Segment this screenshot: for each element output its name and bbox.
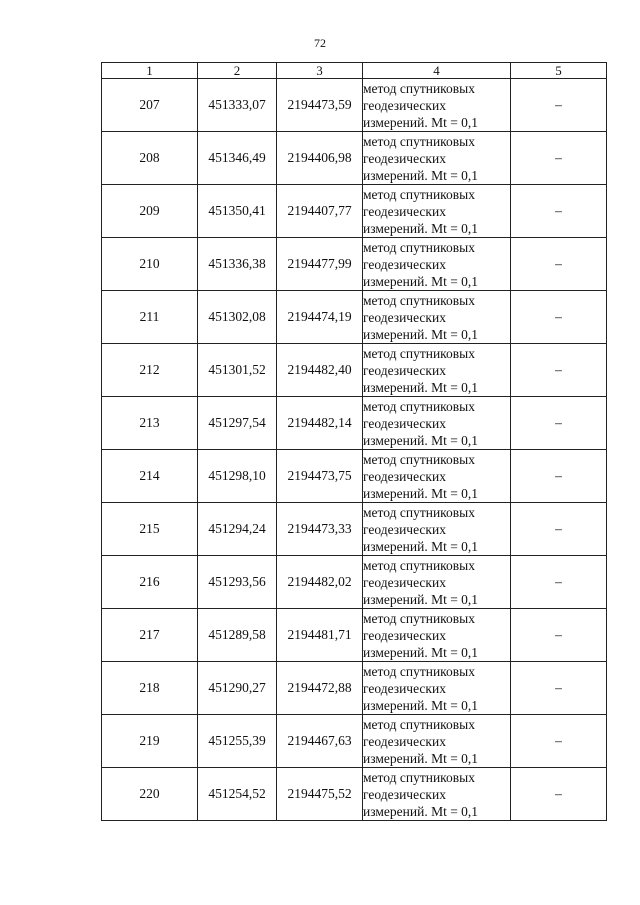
point-number-cell: 208 [102, 132, 198, 185]
method-line: метод спутниковых [363, 663, 475, 679]
method-line: измерений. Mt = 0,1 [363, 803, 479, 819]
method-line: метод спутниковых [363, 345, 475, 361]
column-header: 1 [102, 63, 198, 79]
method-cell [363, 503, 511, 556]
note-cell: – [511, 185, 607, 238]
y-coordinate-cell: 2194406,98 [277, 132, 363, 185]
method-cell [363, 132, 511, 185]
method-line: метод спутниковых [363, 716, 475, 732]
method-line: метод спутниковых [363, 239, 475, 255]
method-line: метод спутниковых [363, 451, 475, 467]
method-line: измерений. Mt = 0,1 [363, 326, 479, 342]
note-cell: – [511, 291, 607, 344]
method-line: геодезических [363, 256, 446, 272]
table-row [102, 344, 607, 397]
method-line: геодезических [363, 574, 446, 590]
point-number-cell: 213 [102, 397, 198, 450]
point-number-cell: 216 [102, 556, 198, 609]
table-row [102, 238, 607, 291]
note-cell: – [511, 503, 607, 556]
x-coordinate-cell: 451298,10 [198, 450, 277, 503]
note-cell: – [511, 662, 607, 715]
method-cell [363, 344, 511, 397]
point-number-cell: 210 [102, 238, 198, 291]
table-row [102, 79, 607, 132]
column-header: 3 [277, 63, 363, 79]
y-coordinate-cell: 2194473,75 [277, 450, 363, 503]
y-coordinate-cell: 2194472,88 [277, 662, 363, 715]
page-number: 72 [314, 36, 326, 50]
note-cell: – [511, 609, 607, 662]
table-row [102, 768, 607, 821]
table-row [102, 662, 607, 715]
method-line: геодезических [363, 627, 446, 643]
method-line: метод спутниковых [363, 769, 475, 785]
method-line: геодезических [363, 415, 446, 431]
note-cell: – [511, 79, 607, 132]
table-header-row [102, 63, 607, 79]
x-coordinate-cell: 451297,54 [198, 397, 277, 450]
table-row [102, 397, 607, 450]
method-line: геодезических [363, 786, 446, 802]
y-coordinate-cell: 2194474,19 [277, 291, 363, 344]
x-coordinate-cell: 451294,24 [198, 503, 277, 556]
y-coordinate-cell: 2194475,52 [277, 768, 363, 821]
method-cell [363, 238, 511, 291]
note-cell: – [511, 397, 607, 450]
table-row [102, 715, 607, 768]
method-line: метод спутниковых [363, 504, 475, 520]
method-cell [363, 291, 511, 344]
table-body [102, 79, 607, 821]
x-coordinate-cell: 451301,52 [198, 344, 277, 397]
x-coordinate-cell: 451346,49 [198, 132, 277, 185]
point-number-cell: 211 [102, 291, 198, 344]
point-number-cell: 217 [102, 609, 198, 662]
x-coordinate-cell: 451336,38 [198, 238, 277, 291]
method-line: метод спутниковых [363, 292, 475, 308]
y-coordinate-cell: 2194467,63 [277, 715, 363, 768]
method-line: метод спутниковых [363, 398, 475, 414]
method-line: метод спутниковых [363, 610, 475, 626]
y-coordinate-cell: 2194477,99 [277, 238, 363, 291]
method-line: измерений. Mt = 0,1 [363, 538, 479, 554]
note-cell: – [511, 556, 607, 609]
coordinates-table [101, 62, 607, 821]
method-cell [363, 715, 511, 768]
point-number-cell: 207 [102, 79, 198, 132]
x-coordinate-cell: 451293,56 [198, 556, 277, 609]
x-coordinate-cell: 451255,39 [198, 715, 277, 768]
note-cell: – [511, 450, 607, 503]
y-coordinate-cell: 2194482,40 [277, 344, 363, 397]
note-cell: – [511, 132, 607, 185]
method-line: геодезических [363, 309, 446, 325]
point-number-cell: 218 [102, 662, 198, 715]
x-coordinate-cell: 451350,41 [198, 185, 277, 238]
method-line: измерений. Mt = 0,1 [363, 432, 479, 448]
column-header: 4 [363, 63, 511, 79]
method-line: измерений. Mt = 0,1 [363, 485, 479, 501]
method-line: геодезических [363, 680, 446, 696]
method-line: измерений. Mt = 0,1 [363, 167, 479, 183]
note-cell: – [511, 715, 607, 768]
method-line: метод спутниковых [363, 133, 475, 149]
method-line: геодезических [363, 733, 446, 749]
method-line: геодезических [363, 362, 446, 378]
method-line: геодезических [363, 150, 446, 166]
method-line: метод спутниковых [363, 557, 475, 573]
table-row [102, 450, 607, 503]
method-cell [363, 556, 511, 609]
method-line: геодезических [363, 521, 446, 537]
point-number-cell: 212 [102, 344, 198, 397]
y-coordinate-cell: 2194481,71 [277, 609, 363, 662]
point-number-cell: 209 [102, 185, 198, 238]
x-coordinate-cell: 451333,07 [198, 79, 277, 132]
point-number-cell: 214 [102, 450, 198, 503]
table-row [102, 503, 607, 556]
column-header: 2 [198, 63, 277, 79]
method-line: измерений. Mt = 0,1 [363, 379, 479, 395]
table-row [102, 132, 607, 185]
table-row [102, 556, 607, 609]
y-coordinate-cell: 2194482,14 [277, 397, 363, 450]
note-cell: – [511, 344, 607, 397]
method-cell [363, 662, 511, 715]
note-cell: – [511, 768, 607, 821]
table-row [102, 291, 607, 344]
table-row [102, 609, 607, 662]
method-line: метод спутниковых [363, 80, 475, 96]
method-line: геодезических [363, 203, 446, 219]
method-line: измерений. Mt = 0,1 [363, 750, 479, 766]
y-coordinate-cell: 2194482,02 [277, 556, 363, 609]
method-line: измерений. Mt = 0,1 [363, 591, 479, 607]
method-cell [363, 609, 511, 662]
y-coordinate-cell: 2194473,33 [277, 503, 363, 556]
point-number-cell: 215 [102, 503, 198, 556]
method-line: измерений. Mt = 0,1 [363, 220, 479, 236]
column-header: 5 [511, 63, 607, 79]
y-coordinate-cell: 2194473,59 [277, 79, 363, 132]
method-cell [363, 185, 511, 238]
x-coordinate-cell: 451289,58 [198, 609, 277, 662]
note-cell: – [511, 238, 607, 291]
method-line: метод спутниковых [363, 186, 475, 202]
method-cell [363, 450, 511, 503]
method-cell [363, 79, 511, 132]
method-cell [363, 397, 511, 450]
x-coordinate-cell: 451302,08 [198, 291, 277, 344]
method-line: измерений. Mt = 0,1 [363, 644, 479, 660]
table-row [102, 185, 607, 238]
point-number-cell: 220 [102, 768, 198, 821]
method-line: измерений. Mt = 0,1 [363, 697, 479, 713]
method-line: измерений. Mt = 0,1 [363, 273, 479, 289]
x-coordinate-cell: 451254,52 [198, 768, 277, 821]
method-line: измерений. Mt = 0,1 [363, 114, 479, 130]
method-cell [363, 768, 511, 821]
y-coordinate-cell: 2194407,77 [277, 185, 363, 238]
x-coordinate-cell: 451290,27 [198, 662, 277, 715]
point-number-cell: 219 [102, 715, 198, 768]
method-line: геодезических [363, 468, 446, 484]
method-line: геодезических [363, 97, 446, 113]
